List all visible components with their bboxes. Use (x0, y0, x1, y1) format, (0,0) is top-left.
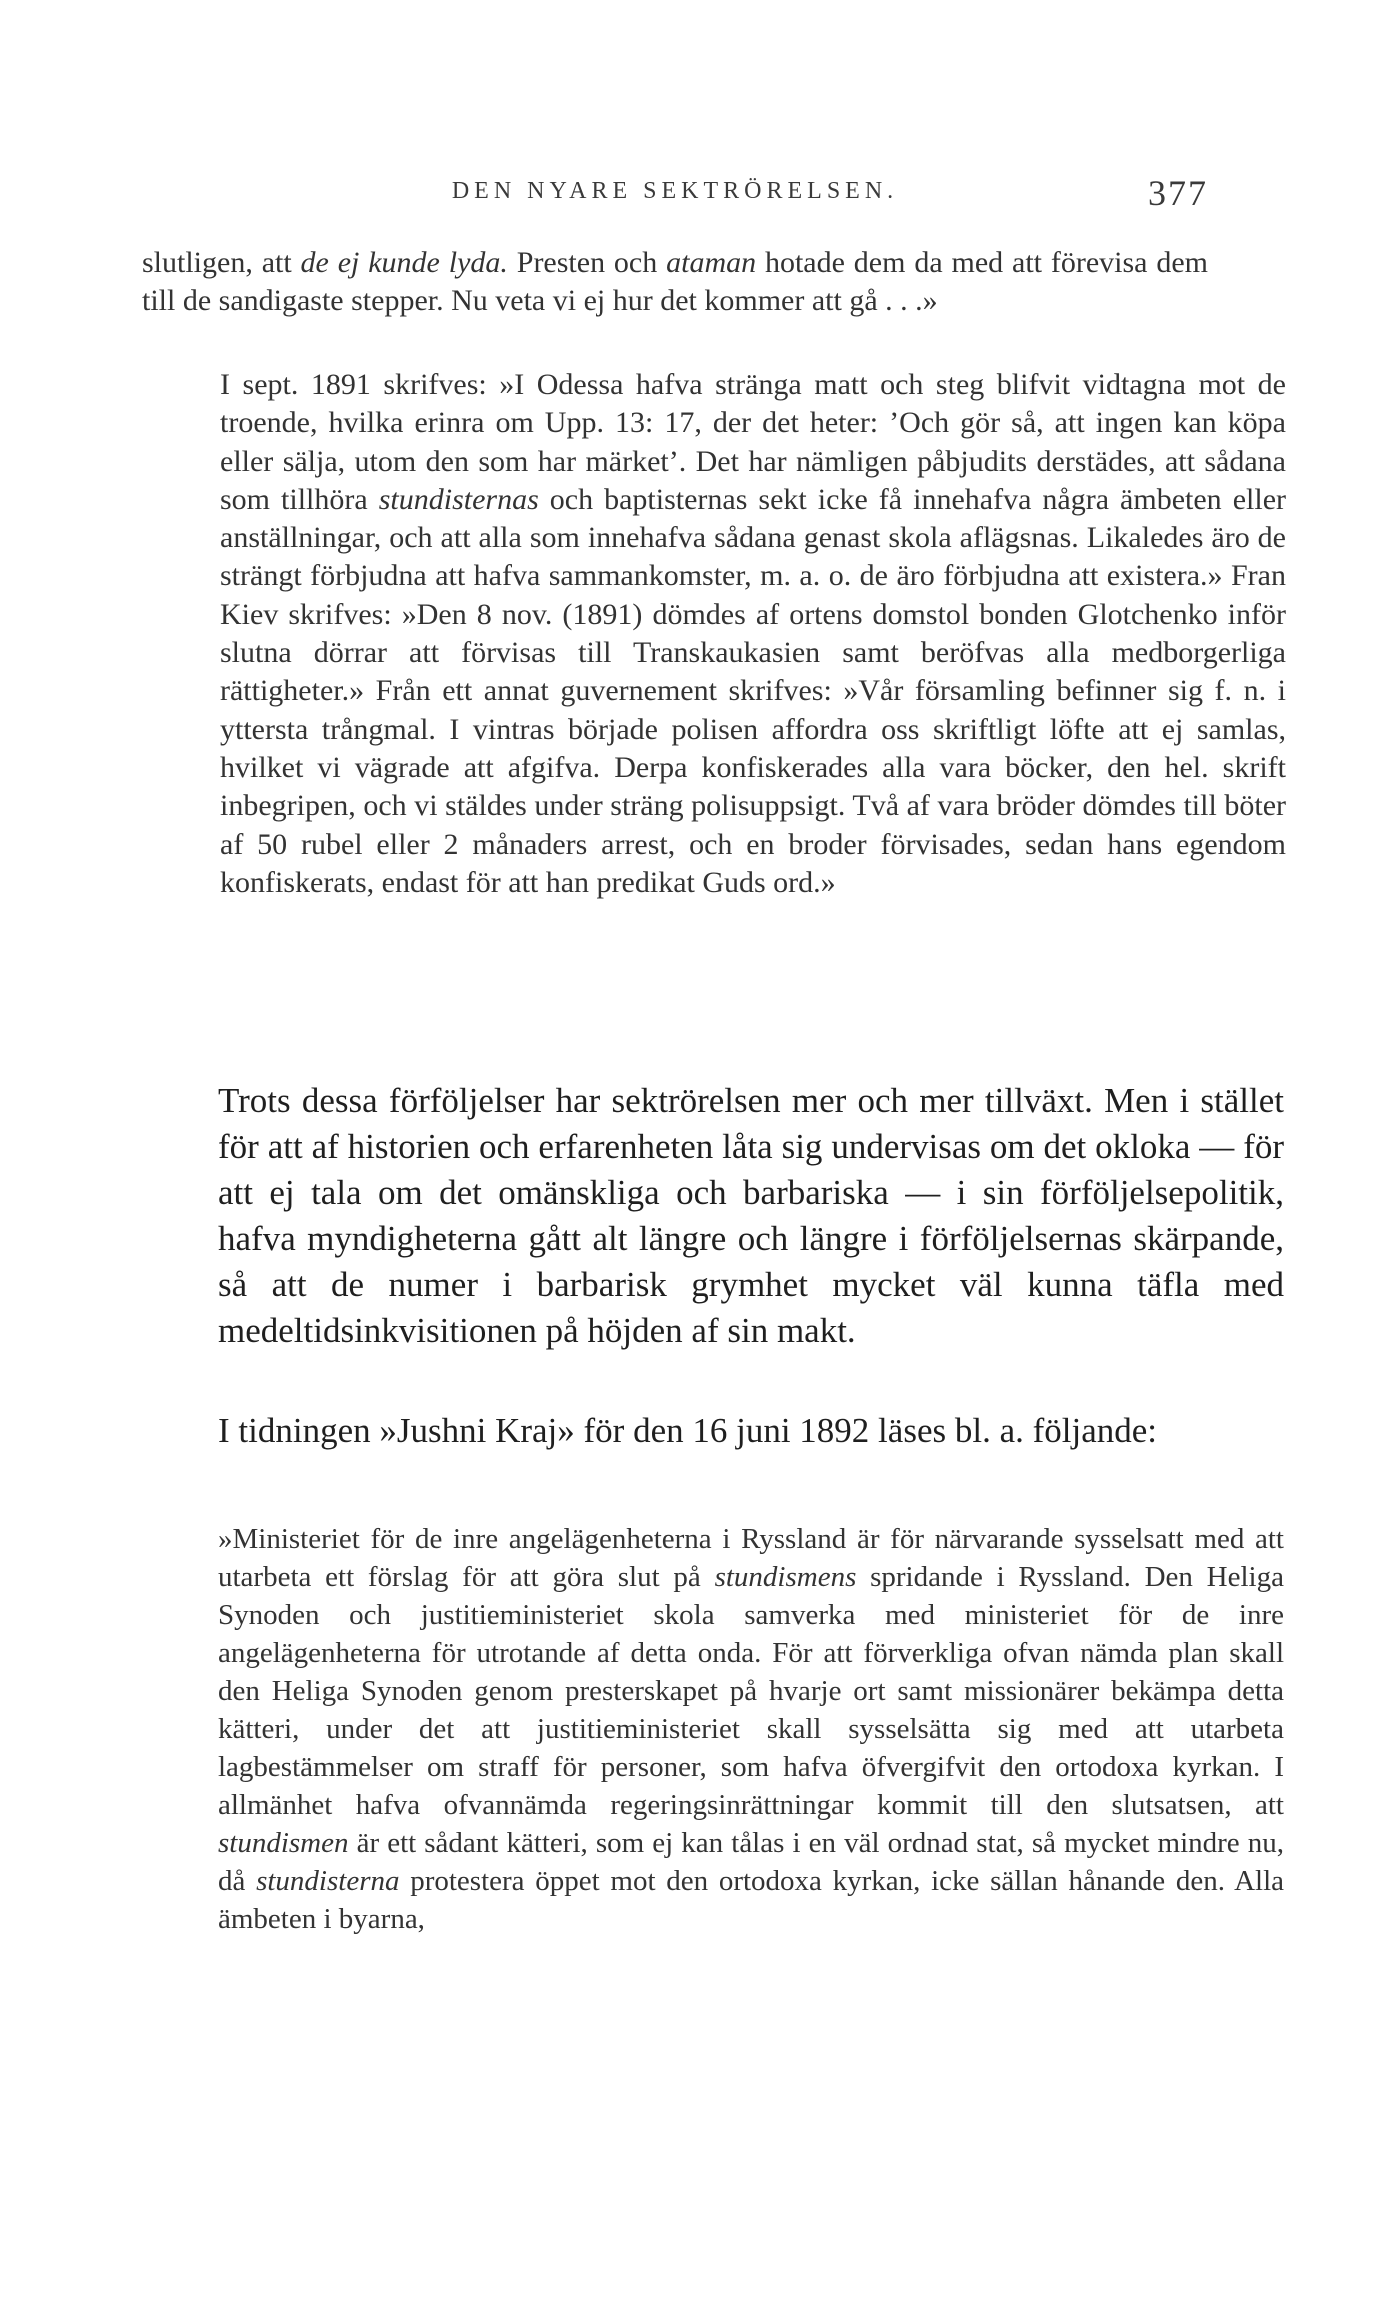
italic-segment: stundisternas (378, 482, 539, 516)
running-title: DEN NYARE SEKTRÖRELSEN. (451, 178, 899, 204)
italic-segment: stundisterna (256, 1865, 400, 1897)
text-segment: I sept. 1891 skrifves: »I Odessa hafva stränga matt och steg blifvit vidtagna mot de troende, hvilka erinra om Upp. 13: 17, der det heter: ’Och gör så, att ingen kan köpa eller sälja, utom den som har märket’. Det har nämligen påbjudits derstädes, att sådana som tillhöra (220, 368, 1286, 516)
paragraph-persecution-growth: Trots dessa förföljelser har sektrörelsen mer och mer tillväxt. Men i stället för att af historien och erfarenheten låta sig undervisas om det okloka — för att ej tala om det omänskliga och barbariska — i sin förföljelsepolitik, hafva myndigheterna gått alt längre och längre i förföljelsernas skärpande, så att de numer i barbarisk grymhet mycket väl kunna täfla med medeltidsinkvisitionen på höjden af sin makt. (218, 1081, 1284, 1350)
italic-segment: de ej kunde lyda. (300, 246, 508, 279)
text-segment: är ett sådant kätteri, som ej kan tålas i en väl ordnad stat, så mycket mindre nu, då (218, 1827, 1284, 1897)
text-segment: Presten och (507, 246, 667, 279)
text-segment: och baptisternas sekt icke få innehafva några ämbeten eller anställningar, och att alla som innehafva sådana genast skola aflägsnas. Likaledes äro de strängt förbjudna att hafva sammankomster, m. a. o. de äro förbjudna att existera.» Fran Kiev skrifves: »Den 8 nov. (1891) dömdes af ortens domstol bonden Glotchenko inför slutna dörrar att förvisas till Transkaukasien samt beröfvas alla medborgerliga rättigheter.» Från ett annat guvernement skrifves: »Vår församling befinner sig f. n. i yttersta trångmal. I vintras började polisen affordra oss skriftligt löfte att ej samlas, hvilket vi vägrade att afgifva. Derpa konfiskerades alla vara böcker, den hel. skrift inbegripen, och vi stäldes under sträng polisuppsigt. Två af vara bröder dömdes till böter af 50 rubel eller 2 månaders arrest, och en broder förvisades, sedan hans egendom konfiskerats, endast för att han predikat Guds ord.» (220, 482, 1286, 899)
page-number: 377 (1148, 173, 1208, 213)
text-segment: spridande i Ryssland. Den Heliga Synoden och justitieministeriet skola samverka med ministeriet för de inre angelägenheterna för utrotande af detta onda. För att förverkliga ofvan nämda plan skall den Heliga Synoden genom presterskapet på hvarje ort samt missionärer bekämpa detta kätteri, under det att justitieministeriet skall sysselsätta sig med att utarbeta lagbestämmelser om straff för personer, som hafva öfvergifvit den ortodoxa kyrkan. I allmänhet hafva ofvannämda regeringsinrättningar kommit till den slutsatsen, att (218, 1561, 1284, 1821)
paragraph-continuation (142, 244, 1208, 321)
paragraph-odessa-report (142, 366, 1286, 902)
text-segment: slutligen, att (142, 246, 301, 279)
text-segment: hotade dem da med att förevisa dem till de sandigaste stepper. Nu veta vi ej hur det kommer att gå . . .» (142, 246, 1208, 318)
text-segment: »Ministeriet för de inre angelägenheterna i Ryssland är för närvarande sysselsatt med att utarbeta ett förslag för att göra slut på (218, 1523, 1284, 1593)
italic-segment: ataman (666, 246, 757, 279)
text-segment: protestera öppet mot den ortodoxa kyrkan, icke sällan hånande den. Alla ämbeten i byarna, (218, 1865, 1284, 1935)
running-header (142, 172, 1208, 212)
italic-segment: stundismens (714, 1561, 857, 1593)
italic-segment: stundismen (218, 1827, 349, 1859)
paragraph-newspaper-intro: I tidningen »Jushni Kraj» för den 16 juni 1892 läses bl. a. följande: (218, 1411, 1158, 1450)
paragraph-ministry-quote (142, 1520, 1284, 1938)
